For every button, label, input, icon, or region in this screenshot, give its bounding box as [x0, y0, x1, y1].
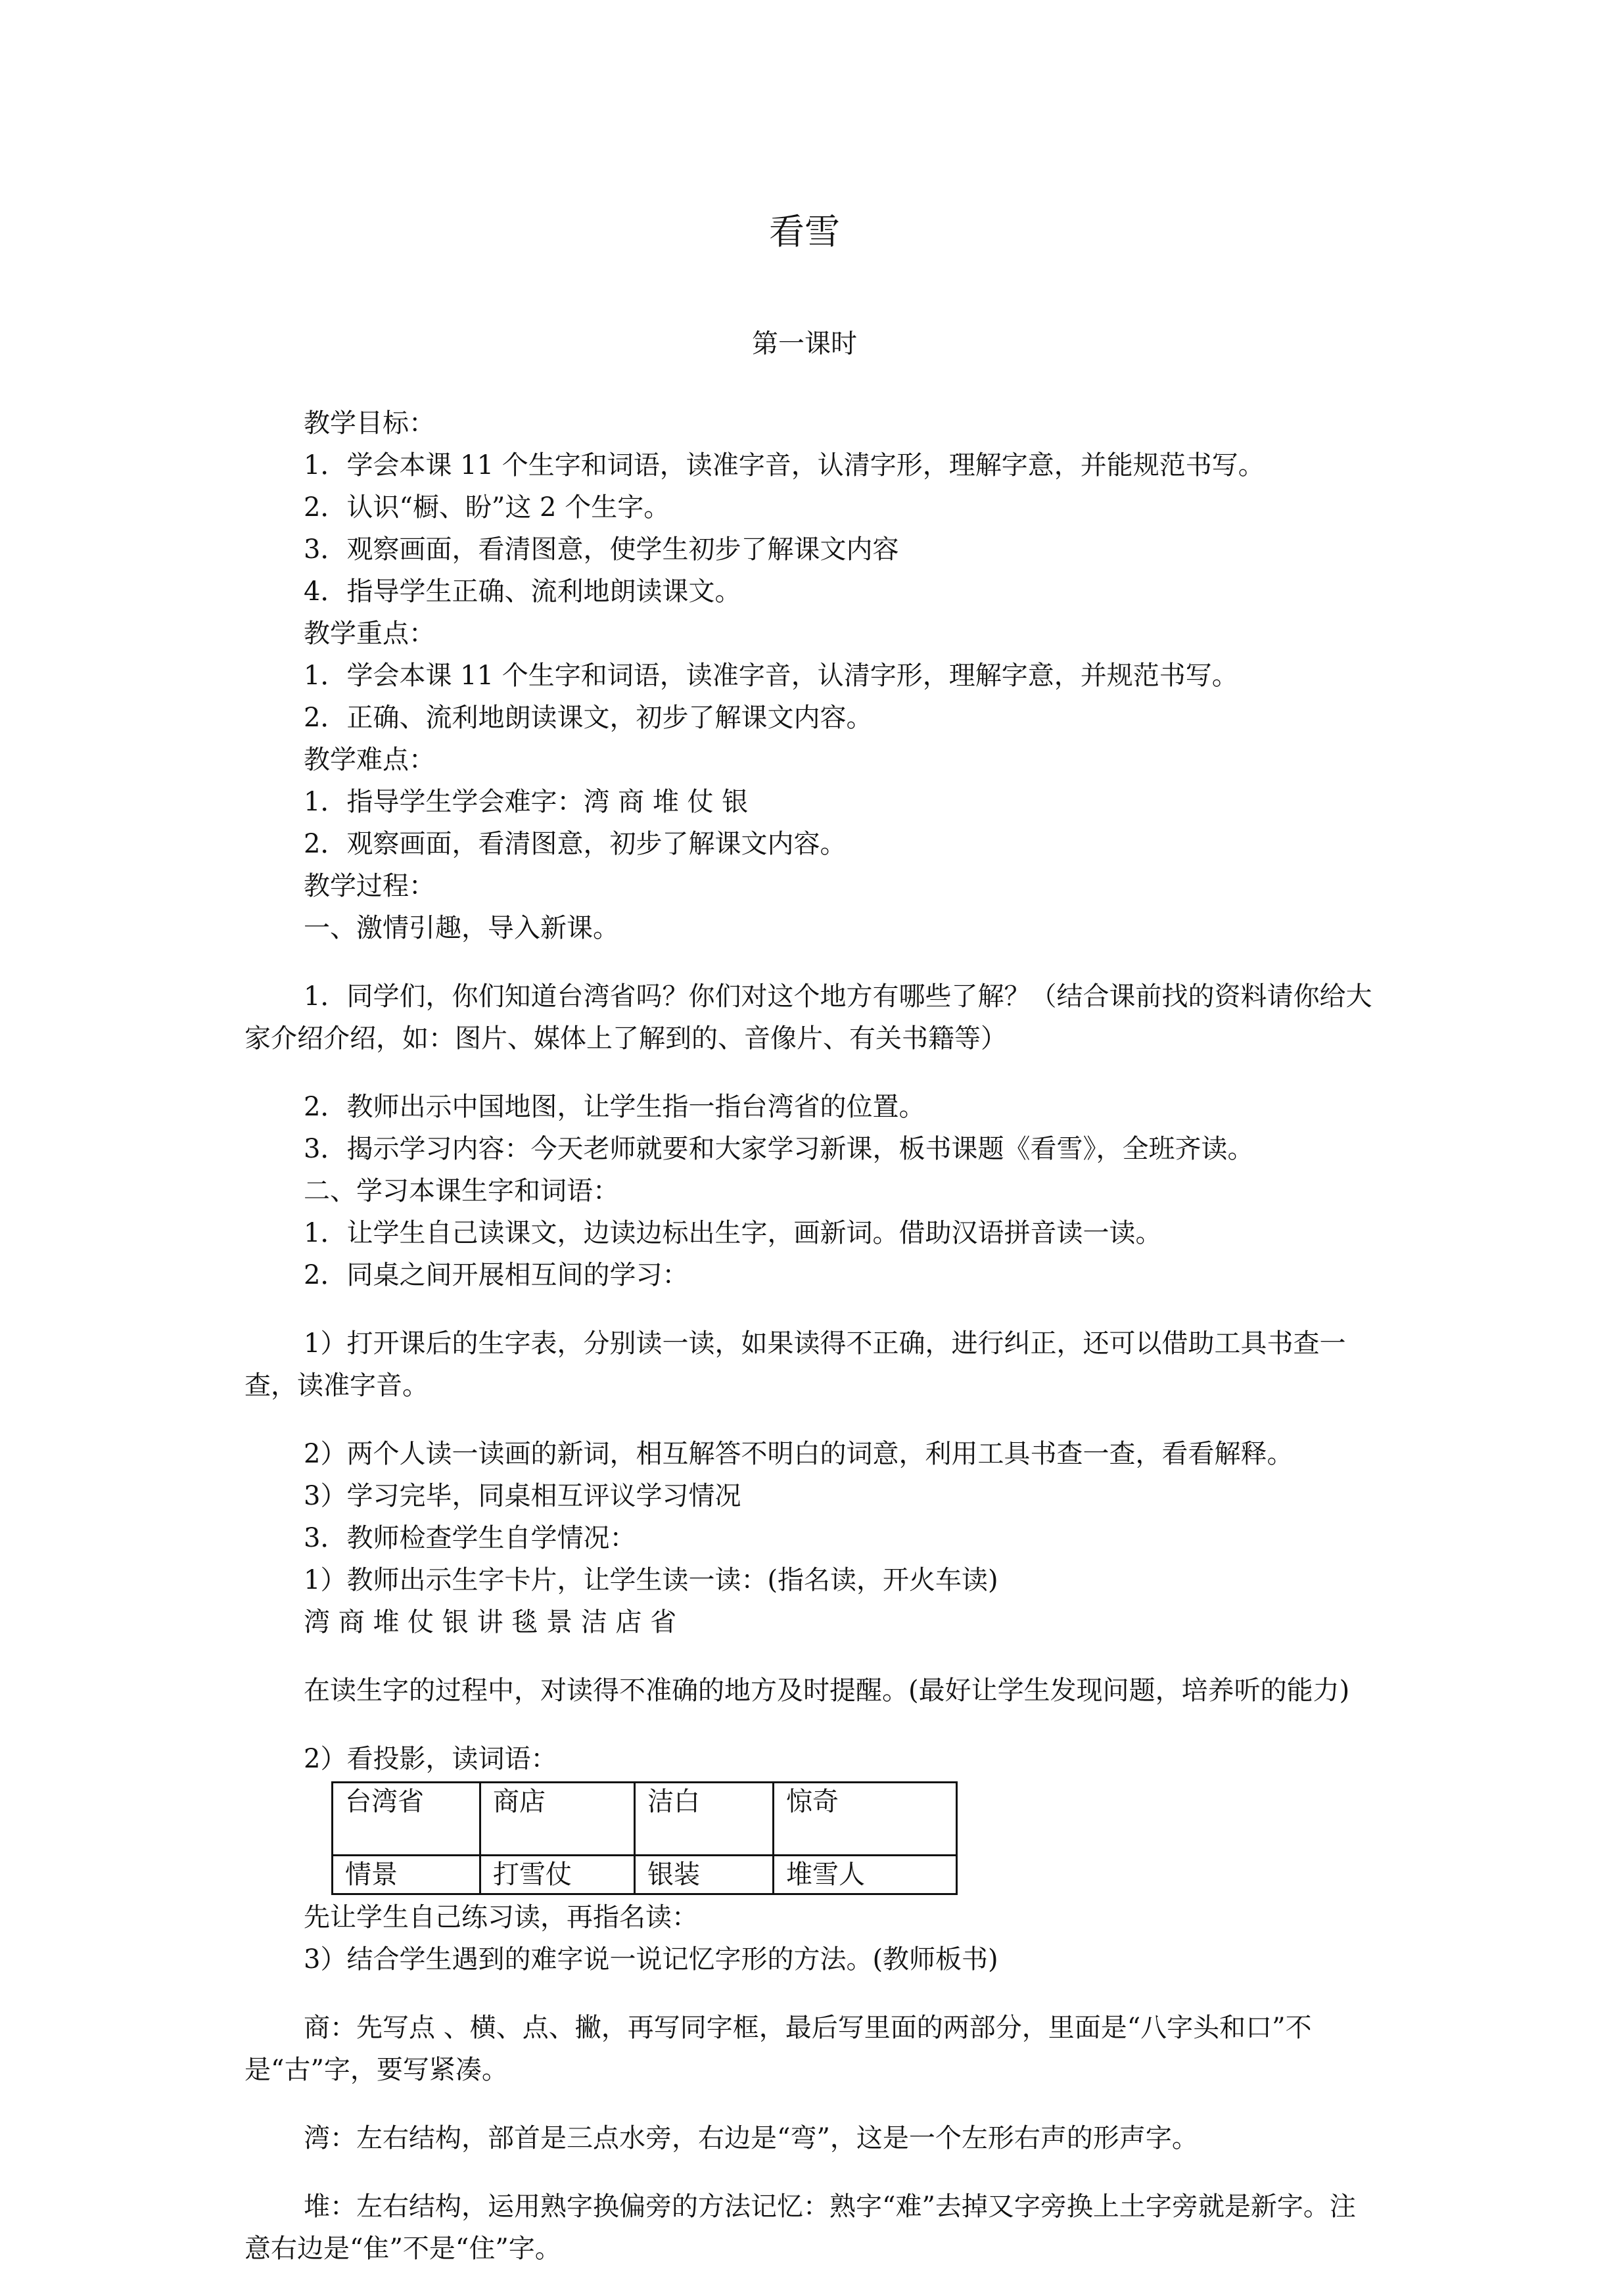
part2-paragraph: 2．同桌之间开展相互间的学习： — [304, 1260, 689, 1290]
part2-heading: 二、学习本课生字和词语： — [304, 1176, 619, 1206]
lesson-title: 看雪 — [769, 211, 840, 252]
character-explanation-dui: 堆：左右结构，运用熟字换偏旁的方法记忆：熟字“难”去掉又字旁换上土字旁就是新字。注意右边是“隹”不是“住”字。 — [245, 2191, 1356, 2264]
part2-subparagraph: 3）结合学生遇到的难字说一说记忆字形的方法。(教师板书) — [304, 1944, 998, 1975]
table-row — [333, 1856, 957, 1894]
part2-subparagraph: 1）打开课后的生字表，分别读一读，如果读得不正确，进行纠正，还可以借助工具书查一查，读准字音。 — [245, 1328, 1346, 1401]
part2-paragraph: 1．让学生自己读课文，边读边标出生字，画新词。借助汉语拼音读一读。 — [304, 1218, 1162, 1248]
table-cell: 台湾省 — [333, 1783, 480, 1856]
lesson-subtitle: 第一课时 — [752, 329, 857, 359]
word-table — [331, 1781, 958, 1895]
key-point-item: 1．学会本课 11 个生字和词语，读准字音，认清字形，理解字意，并规范书写。 — [304, 661, 1238, 691]
reading-note: 在读生字的过程中，对读得不准确的地方及时提醒。(最好让学生发现问题，培养听的能力) — [304, 1675, 1350, 1706]
table-cell: 情景 — [333, 1856, 480, 1894]
part2-subparagraph: 1）教师出示生字卡片，让学生读一读：(指名读，开火车读) — [304, 1565, 998, 1595]
lesson-body — [245, 402, 1375, 2296]
part2-subparagraph: 2）两个人读一读画的新词，相互解答不明白的词意，利用工具书查一查，看看解释。 — [304, 1439, 1294, 1469]
table-cell: 银装 — [635, 1856, 774, 1894]
new-characters-list: 湾 商 堆 仗 银 讲 毯 景 洁 店 省 — [304, 1607, 677, 1637]
part1-paragraph: 2．教师出示中国地图，让学生指一指台湾省的位置。 — [304, 1092, 925, 1122]
difficulty-item: 1．指导学生学会难字：湾 商 堆 仗 银 — [304, 787, 749, 817]
part1-paragraph: 1．同学们，你们知道台湾省吗？你们对这个地方有哪些了解？（结合课前找的资料请你给大家介绍介绍，如：图片、媒体上了解到的、音像片、有关书籍等） — [245, 981, 1372, 1054]
table-row — [333, 1783, 957, 1856]
goal-item: 2．认识“橱、盼”这 2 个生字。 — [304, 492, 670, 523]
part2-paragraph: 3．教师检查学生自学情况： — [304, 1523, 636, 1553]
key-point-item: 2．正确、流利地朗读课文，初步了解课文内容。 — [304, 703, 873, 733]
part2-subparagraph: 3）学习完毕，同桌相互评议学习情况 — [304, 1481, 741, 1511]
table-cell: 洁白 — [635, 1783, 774, 1856]
difficulty-item: 2．观察画面，看清图意，初步了解课文内容。 — [304, 829, 847, 859]
goal-item: 1．学会本课 11 个生字和词语，读准字音，认清字形，理解字意，并能规范书写。 — [304, 450, 1265, 480]
key-points-heading: 教学重点： — [304, 619, 435, 649]
character-explanation-wan: 湾：左右结构，部首是三点水旁，右边是“弯”，这是一个左形右声的形声字。 — [304, 2123, 1198, 2153]
goal-item: 4．指导学生正确、流利地朗读课文。 — [304, 576, 741, 607]
goal-item: 3．观察画面，看清图意，使学生初步了解课文内容 — [304, 534, 899, 565]
goals-heading: 教学目标： — [304, 408, 435, 438]
table-cell: 商店 — [480, 1783, 635, 1856]
part1-paragraph: 3．揭示学习内容：今天老师就要和大家学习新课，板书课题《看雪》，全班齐读。 — [304, 1134, 1254, 1164]
process-heading: 教学过程： — [304, 871, 435, 901]
table-cell: 打雪仗 — [480, 1856, 635, 1894]
reading-note: 先让学生自己练习读，再指名读： — [304, 1902, 698, 1933]
part2-subparagraph: 2）看投影，读词语： — [304, 1744, 557, 1774]
difficulties-heading: 教学难点： — [304, 745, 435, 775]
part1-heading: 一、激情引趣，导入新课。 — [304, 913, 619, 943]
character-explanation-shang: 商：先写点 、横、点、撇，再写同字框，最后写里面的两部分，里面是“八字头和口”不是“古”字，要写紧凑。 — [245, 2013, 1312, 2085]
table-cell: 惊奇 — [774, 1783, 957, 1856]
table-cell: 堆雪人 — [774, 1856, 957, 1894]
